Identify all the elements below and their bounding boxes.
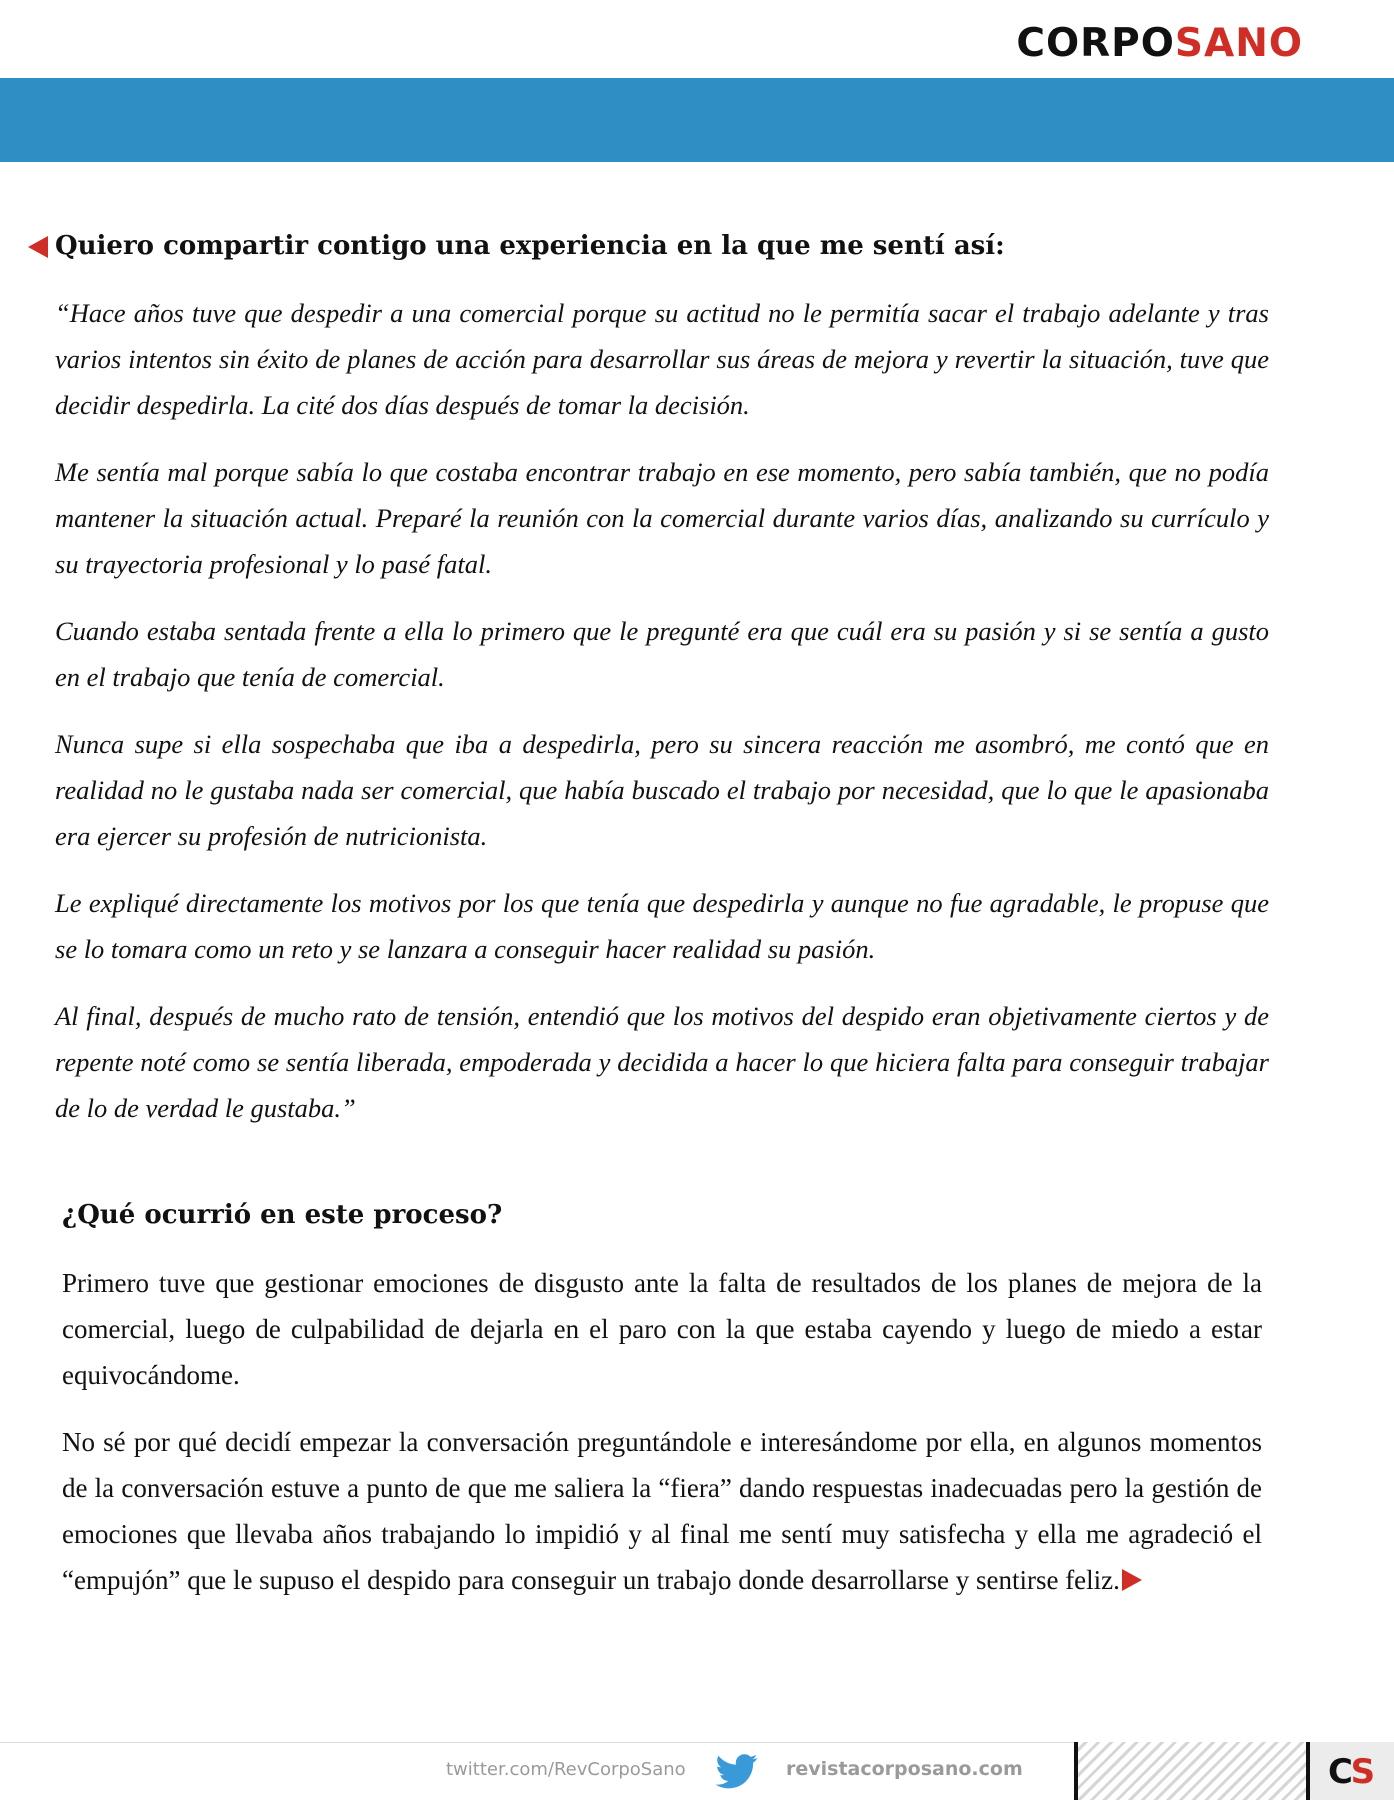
footer	[0, 1742, 1394, 1800]
body-paragraph: Primero tuve que gestionar emociones de disgusto ante la falta de resultados de los planes de mejora de la comercial, luego de culpabilidad de dejarla en el paro con la que estaba cayendo y luego de miedo a estar equivocándome.	[62, 1268, 1262, 1390]
quote-paragraph: “Hace años tuve que despedir a una comercial porque su actitud no le permitía sacar el trabajo adelante y tras varios intentos sin éxito de planes de acción para desarrollar sus áreas de mejora y revertir la situación, tuve que decidir despedirla. La cité dos días después de tomar la decisión.	[55, 298, 1269, 420]
header-band	[0, 78, 1394, 162]
end-marker-icon	[1122, 1569, 1142, 1591]
logo-part-corpo: CORPO	[1016, 21, 1175, 66]
section-heading: Quiero compartir contigo una experiencia en la que me sentí así:	[55, 231, 1005, 261]
cs-badge-s: S	[1350, 1752, 1373, 1792]
footer-rule	[0, 1742, 1076, 1743]
quote-paragraph: Le expliqué directamente los motivos por los que tenía que despedirla y aunque no fue agradable, le propuse que se lo tomara como un reto y se lanzara a conseguir hacer realidad su pasión.	[55, 888, 1269, 964]
footer-stripes	[1078, 1742, 1306, 1800]
body-paragraph	[62, 1419, 1262, 1603]
website-link[interactable]: revistacorposano.com	[786, 1758, 1023, 1780]
quote-paragraph: Nunca supe si ella sospechaba que iba a despedirla, pero su sincera reacción me asombró, me contó que en realidad no le gustaba nada ser comercial, que había buscado el trabajo por necesidad, que lo que le apasionaba era ejercer su profesión de nutricionista.	[55, 729, 1269, 851]
body-paragraph-text: No sé por qué decidí empezar la conversación preguntándole e interesándome por ella, en algunos momentos de la conversación estuve a punto de que me saliera la “fiera” dando respuestas inadecuadas pero la gestión de emociones que llevaba años trabajando lo impidió y al final me sentí muy satisfecha y ella me agradeció el “empujón” que le supuso el despido para conseguir un trabajo donde desarrollarse y sentirse feliz.	[62, 1427, 1262, 1595]
quote-paragraph: Me sentía mal porque sabía lo que costaba encontrar trabajo en ese momento, pero sabía también, que no podía mantener la situación actual. Preparé la reunión con la comercial durante varios días, analizando su currículo y su trayectoria profesional y lo pasé fatal.	[55, 457, 1269, 579]
logo-part-sano: SANO	[1174, 21, 1303, 66]
quote-paragraph: Cuando estaba sentada frente a ella lo primero que le pregunté era que cuál era su pasión y si se sentía a gusto en el trabajo que tenía de comercial.	[55, 616, 1269, 692]
quote-block	[55, 290, 1269, 1152]
twitter-bird-icon	[714, 1750, 760, 1792]
cs-badge	[1328, 1752, 1372, 1792]
twitter-link[interactable]: twitter.com/RevCorpoSano	[446, 1759, 686, 1780]
body-text	[62, 1260, 1262, 1624]
cs-badge-c: C	[1328, 1752, 1351, 1792]
quote-paragraph: Al final, después de mucho rato de tensión, entendió que los motivos del despido eran objetivamente ciertos y de repente noté como se sentía liberada, empoderada y decidida a hacer lo que hiciera falta para conseguir trabajar de lo de verdad le gustaba.”	[55, 1001, 1269, 1123]
question-heading: ¿Qué ocurrió en este proceso?	[62, 1200, 503, 1230]
section-marker-icon	[28, 236, 48, 258]
brand-logo	[1016, 20, 1303, 68]
